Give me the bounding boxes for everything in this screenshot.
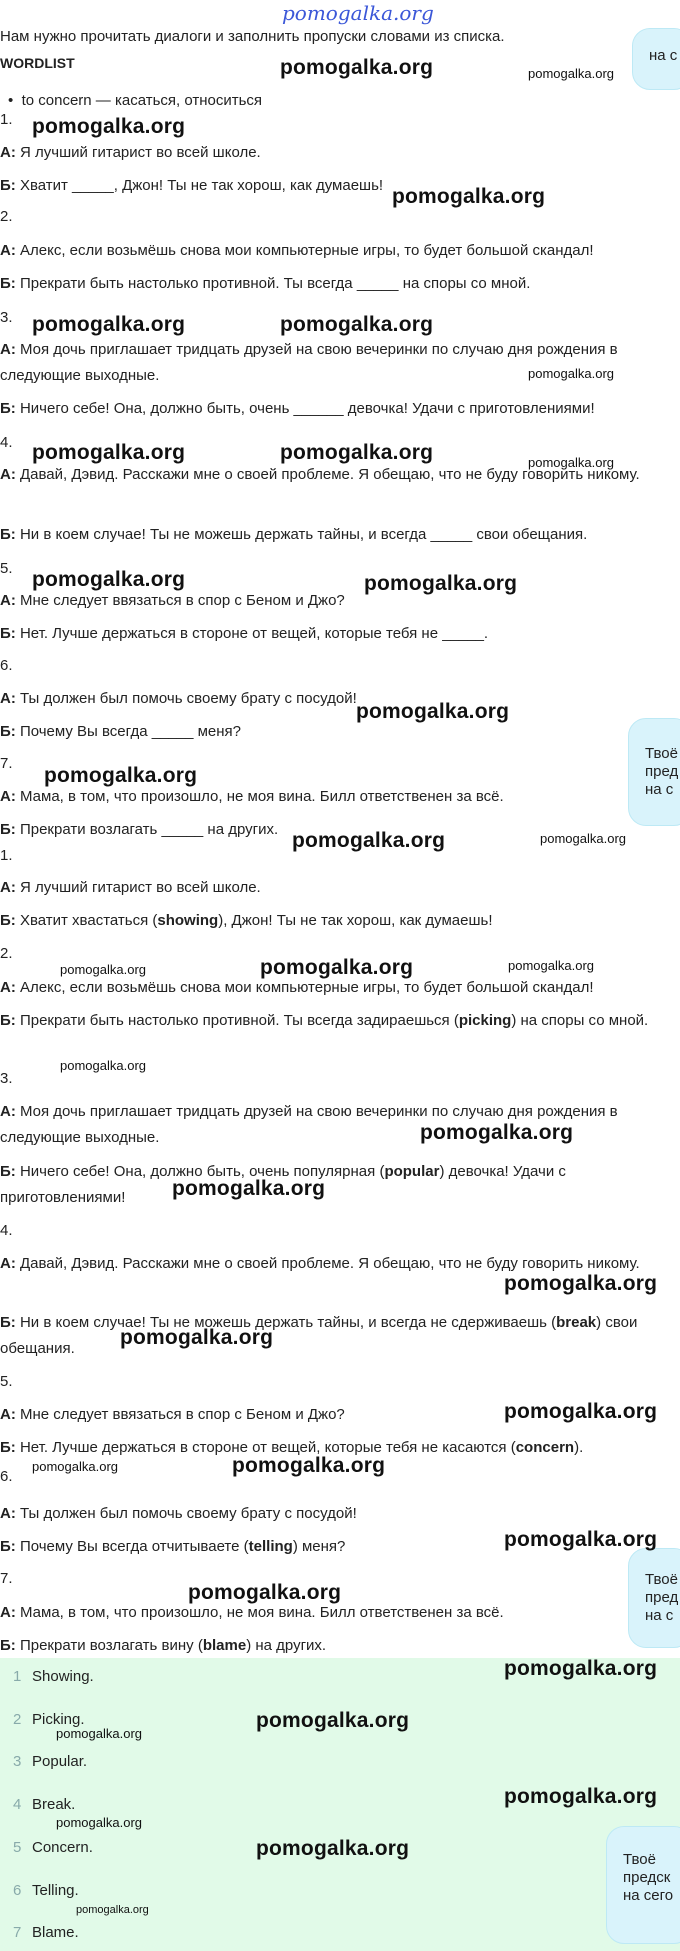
watermark: pomogalka.org	[504, 1400, 658, 1423]
watermark: pomogalka.org	[540, 831, 626, 846]
watermark: pomogalka.org	[504, 1657, 658, 1680]
solution-line-a: А: Мне следует ввязаться в спор с Беном и Джо?	[0, 1406, 345, 1423]
watermark: pomogalka.org	[420, 1121, 574, 1144]
watermark: pomogalka.org	[356, 700, 510, 723]
watermark: pomogalka.org	[504, 1785, 658, 1808]
watermark: pomogalka.org	[32, 115, 186, 138]
solution-line-b: Б: Нет. Лучше держаться в стороне от вещей, которые тебя не касаются (concern).	[0, 1439, 584, 1456]
solution-line-b: Б: Хватит хвастаться (showing), Джон! Ты не так хорош, как думаешь!	[0, 912, 493, 929]
answer-item: Showing.	[32, 1668, 94, 1685]
solution-line-b: Б: Прекрати быть настолько противной. Ты всегда задираешься (picking) на споры со мной.	[0, 1012, 649, 1029]
watermark: pomogalka.org	[172, 1177, 326, 1200]
dialog-line-b: Б: Почему Вы всегда _____ меня?	[0, 723, 241, 740]
watermark: pomogalka.org	[504, 1272, 658, 1295]
watermark: pomogalka.org	[44, 764, 198, 787]
dialog-line-b: Б: Нет. Лучше держаться в стороне от вещей, которые тебя не _____.	[0, 625, 489, 642]
instruction-text: Нам нужно прочитать диалоги и заполнить пропуски словами из списка.	[0, 28, 505, 45]
watermark: pomogalka.org	[256, 1837, 410, 1860]
solution-number: 2.	[0, 945, 13, 962]
wordlist-item: • to concern — касаться, относиться	[8, 92, 263, 109]
watermark: pomogalka.org	[260, 956, 414, 979]
predict-bubble-lower[interactable]: Твоё пред на с	[628, 1548, 680, 1648]
exercise-number: 6.	[0, 657, 13, 674]
watermark: pomogalka.org	[60, 1058, 146, 1073]
exercise-number: 7.	[0, 755, 13, 772]
exercise-number: 2.	[0, 208, 13, 225]
answer-number: 7	[13, 1924, 22, 1941]
solution-number: 6.	[0, 1468, 13, 1485]
dialog-line-b: Б: Ни в коем случае! Ты не можешь держать тайны, и всегда _____ свои обещания.	[0, 526, 588, 543]
watermark: pomogalka.org	[280, 441, 434, 464]
dialog-line-b: Б: Ничего себе! Она, должно быть, очень ______ девочка! Удачи с приготовлениями!	[0, 400, 595, 417]
dialog-line-a: А: Моя дочь приглашает тридцать друзей на свою вечеринки по случаю дня рождения в следующие выходные.	[0, 341, 618, 384]
watermark: pomogalka.org	[528, 66, 614, 81]
solution-number: 7.	[0, 1570, 13, 1587]
wordlist-title: WORDLIST	[0, 55, 75, 71]
exercise-number: 4.	[0, 434, 13, 451]
solution-line-b: Б: Ни в коем случае! Ты не можешь держать тайны, и всегда не сдерживаешь (break) свои обещания.	[0, 1314, 638, 1357]
predict-bubble-bottom[interactable]: Твоё предск на сего	[606, 1826, 680, 1944]
bullet-icon: •	[8, 92, 22, 109]
watermark: pomogalka.org	[120, 1326, 274, 1349]
watermark: pomogalka.org	[56, 1815, 142, 1830]
watermark: pomogalka.org	[32, 1459, 118, 1474]
watermark: pomogalka.org	[364, 572, 518, 595]
watermark: pomogalka.org	[508, 958, 594, 973]
solution-number: 4.	[0, 1222, 13, 1239]
answer-item: Picking.	[32, 1711, 85, 1728]
answer-number: 5	[13, 1839, 22, 1856]
watermark: pomogalka.org	[528, 455, 614, 470]
answer-number: 4	[13, 1796, 22, 1813]
watermark: pomogalka.org	[76, 1904, 149, 1916]
watermark: pomogalka.org	[256, 1709, 410, 1732]
answer-item: Blame.	[32, 1924, 79, 1941]
solution-line-b: Б: Почему Вы всегда отчитываете (telling) меня?	[0, 1538, 346, 1555]
answer-item: Popular.	[32, 1753, 88, 1770]
solution-line-a: А: Моя дочь приглашает тридцать друзей на свою вечеринки по случаю дня рождения в следующие выходные.	[0, 1103, 618, 1146]
dialog-line-a: А: Мне следует ввязаться в спор с Беном и Джо?	[0, 592, 345, 609]
watermark: pomogalka.org	[188, 1581, 342, 1604]
exercise-number: 3.	[0, 309, 13, 326]
solution-line-a: А: Давай, Дэвид. Расскажи мне о своей проблеме. Я обещаю, что не буду говорить никому.	[0, 1255, 640, 1272]
solution-number: 5.	[0, 1373, 13, 1390]
answer-number: 2	[13, 1711, 22, 1728]
dialog-line-a: А: Давай, Дэвид. Расскажи мне о своей проблеме. Я обещаю, что не буду говорить никому.	[0, 466, 640, 483]
dialog-line-a: А: Мама, в том, что произошло, не моя вина. Билл ответственен за всё.	[0, 788, 504, 805]
exercise-number: 5.	[0, 560, 13, 577]
answer-item: Break.	[32, 1796, 76, 1813]
watermark: pomogalka.org	[292, 829, 446, 852]
dialog-line-b: Б: Прекрати возлагать _____ на других.	[0, 821, 279, 838]
site-logo[interactable]: pomogalka.org	[282, 1, 434, 25]
watermark: pomogalka.org	[32, 568, 186, 591]
watermark: pomogalka.org	[32, 313, 186, 336]
watermark: pomogalka.org	[392, 185, 546, 208]
solution-line-b: Б: Прекрати возлагать вину (blame) на других.	[0, 1637, 327, 1654]
solution-number: 3.	[0, 1070, 13, 1087]
solution-line-b: Б: Ничего себе! Она, должно быть, очень популярная (popular) девочка! Удачи с приготовлениями!	[0, 1163, 566, 1206]
dialog-line-b: Б: Прекрати быть настолько противной. Ты всегда _____ на споры со мной.	[0, 275, 531, 292]
solution-line-a: А: Я лучший гитарист во всей школе.	[0, 879, 261, 896]
exercise-number: 1.	[0, 111, 13, 128]
dialog-line-a: А: Я лучший гитарист во всей школе.	[0, 144, 261, 161]
watermark: pomogalka.org	[280, 313, 434, 336]
solution-line-a: А: Алекс, если возьмёшь снова мои компьютерные игры, то будет большой скандал!	[0, 979, 594, 996]
answer-number: 1	[13, 1668, 22, 1685]
watermark: pomogalka.org	[32, 441, 186, 464]
watermark: pomogalka.org	[60, 962, 146, 977]
predict-bubble-middle[interactable]: Твоё пред на с	[628, 718, 680, 826]
watermark: pomogalka.org	[232, 1454, 386, 1477]
answer-item: Telling.	[32, 1882, 79, 1899]
watermark: pomogalka.org	[504, 1528, 658, 1551]
predict-bubble-top[interactable]: на с	[632, 28, 680, 90]
solution-number: 1.	[0, 847, 13, 864]
watermark: pomogalka.org	[528, 366, 614, 381]
answer-number: 3	[13, 1753, 22, 1770]
dialog-line-b: Б: Хватит _____, Джон! Ты не так хорош, как думаешь!	[0, 177, 384, 194]
solution-line-a: А: Ты должен был помочь своему брату с посудой!	[0, 1505, 357, 1522]
solution-line-a: А: Мама, в том, что произошло, не моя вина. Билл ответственен за всё.	[0, 1604, 504, 1621]
watermark: pomogalka.org	[280, 56, 434, 79]
watermark: pomogalka.org	[56, 1726, 142, 1741]
answer-number: 6	[13, 1882, 22, 1899]
dialog-line-a: А: Алекс, если возьмёшь снова мои компьютерные игры, то будет большой скандал!	[0, 242, 594, 259]
dialog-line-a: А: Ты должен был помочь своему брату с посудой!	[0, 690, 357, 707]
answer-item: Concern.	[32, 1839, 93, 1856]
